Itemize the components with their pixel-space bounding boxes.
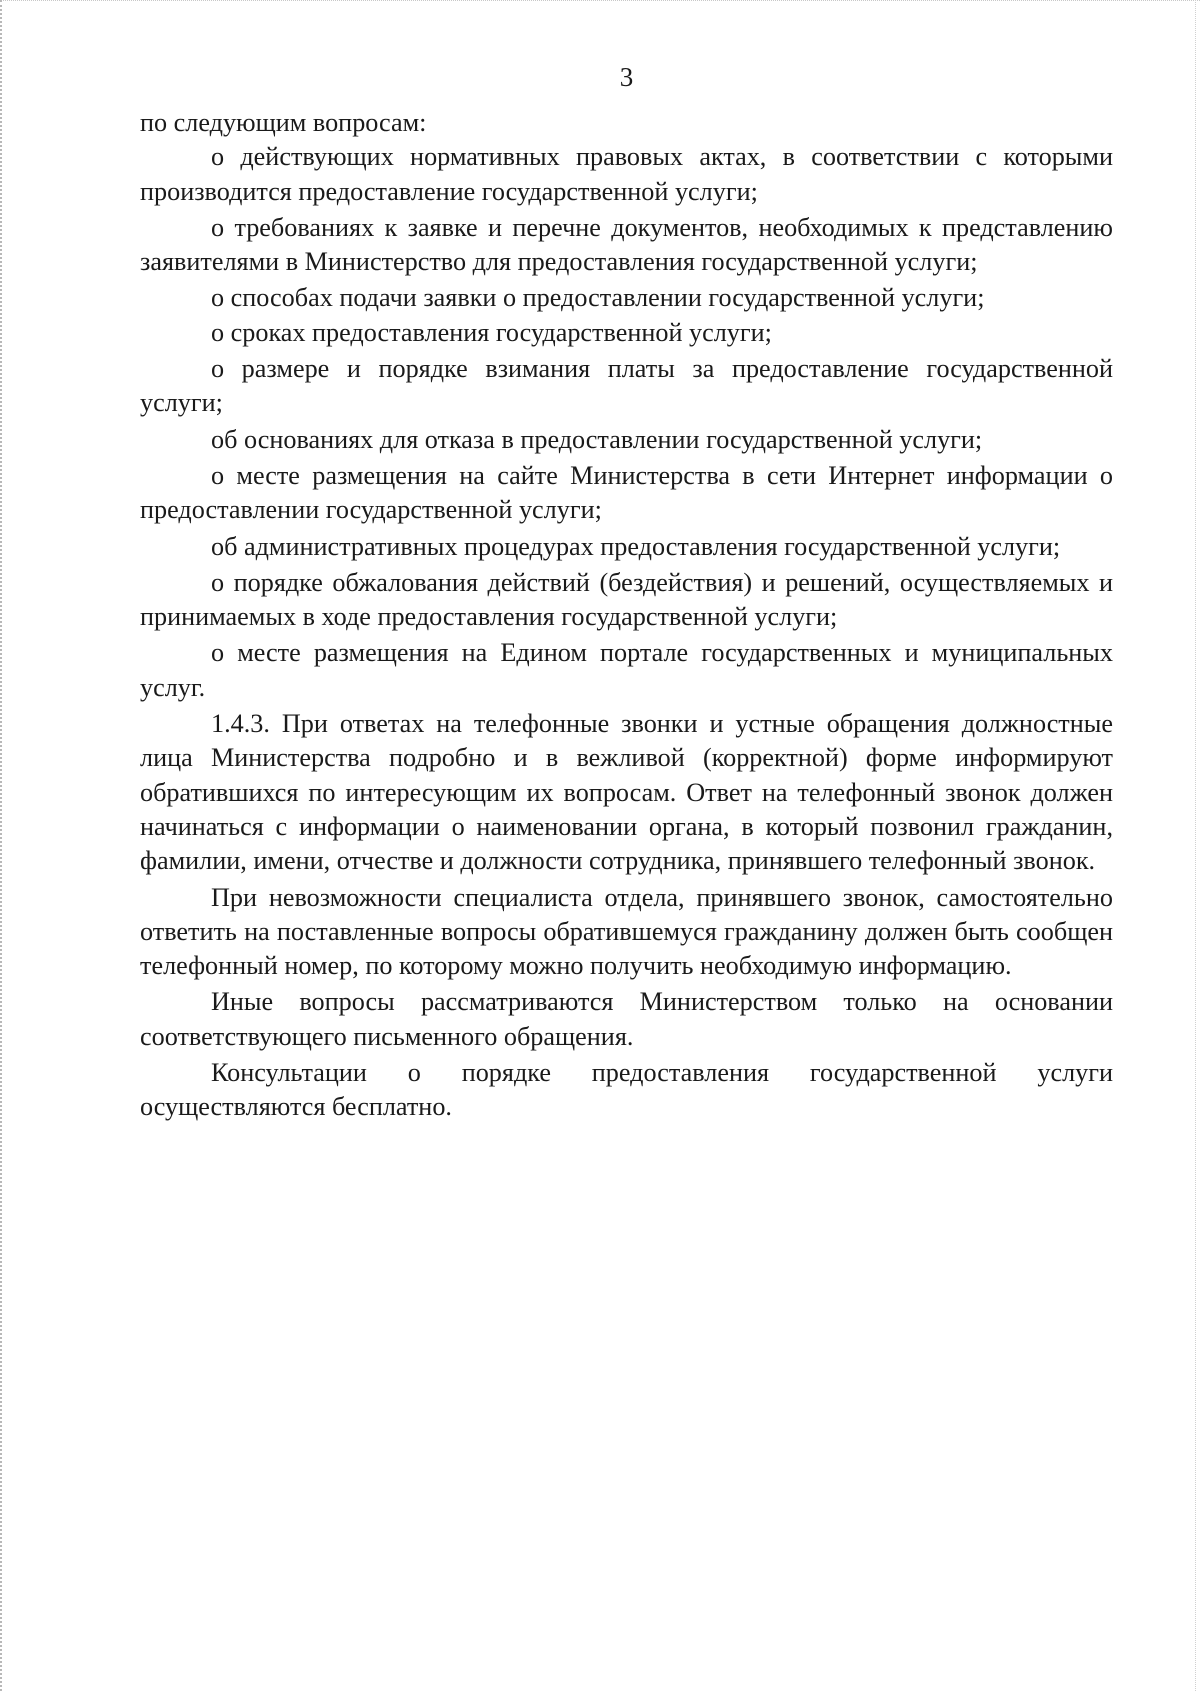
paragraph-submission-methods: о способах подачи заявки о предоставлении государственной услуги; [211,283,985,313]
paragraph-other-questions: Иные вопросы рассматриваются Министерством только на основании соответствующего письменного обращения. [140,987,1113,1051]
paragraph-phone-answers: 1.4.3. При ответах на телефонные звонки и устные обращения должностные лица Министерства подробно и в вежливой (корректной) форме информируют обратившихся по интересующим их вопросам. Ответ на телефонный звонок должен начинаться с информации о наименовании органа, в который позвонил гражданин, фамилии, имени, отчестве и должности сотрудника, принявшего телефонный звонок. [140,709,1113,876]
page-number: 3 [619,62,634,92]
paragraph-website-info: о месте размещения на сайте Министерства в сети Интернет информации о предоставлении государственной услуги; [140,460,1113,525]
paragraph-unified-portal: о месте размещения на Едином портале государственных и муниципальных услуг. [140,638,1113,702]
scan-edge-right [1193,0,1196,1691]
paragraph-normative-acts: о действующих нормативных правовых актах, в соответствии с которыми производится предоставление государственной услуги; [140,142,1113,206]
paragraph-unable-to-answer: При невозможности специалиста отдела, принявшего звонок, самостоятельно ответить на поставленные вопросы обратившемуся гражданину должен быть сообщен телефонный номер, по которому можно получить необходимую информацию. [140,882,1113,981]
paragraph-administrative-procedures: об административных процедурах предоставления государственной услуги; [211,531,1061,561]
paragraph-intro: по следующим вопросам: [140,108,427,137]
paragraph-free-consultations: Консультации о порядке предоставления государственной услуги осуществляются бесплатно. [140,1058,1113,1122]
paragraph-refusal-grounds: об основаниях для отказа в предоставлении государственной услуги; [211,424,983,454]
paragraph-fee: о размере и порядке взимания платы за предоставление государственной услуги; [140,354,1113,418]
scan-edge-left [0,0,6,1691]
paragraph-appeal-procedure: о порядке обжалования действий (бездействия) и решений, осуществляемых и принимаемых в ходе предоставления государственной услуги; [140,567,1113,632]
paragraph-service-terms: о сроках предоставления государственной услуги; [211,317,772,347]
document-body [140,106,1113,1125]
paragraph-application-requirements: о требованиях к заявке и перечне документов, необходимых к представлению заявителями в Министерство для предоставления государственной услуги; [140,212,1113,277]
scan-edge-top [0,0,1200,3]
